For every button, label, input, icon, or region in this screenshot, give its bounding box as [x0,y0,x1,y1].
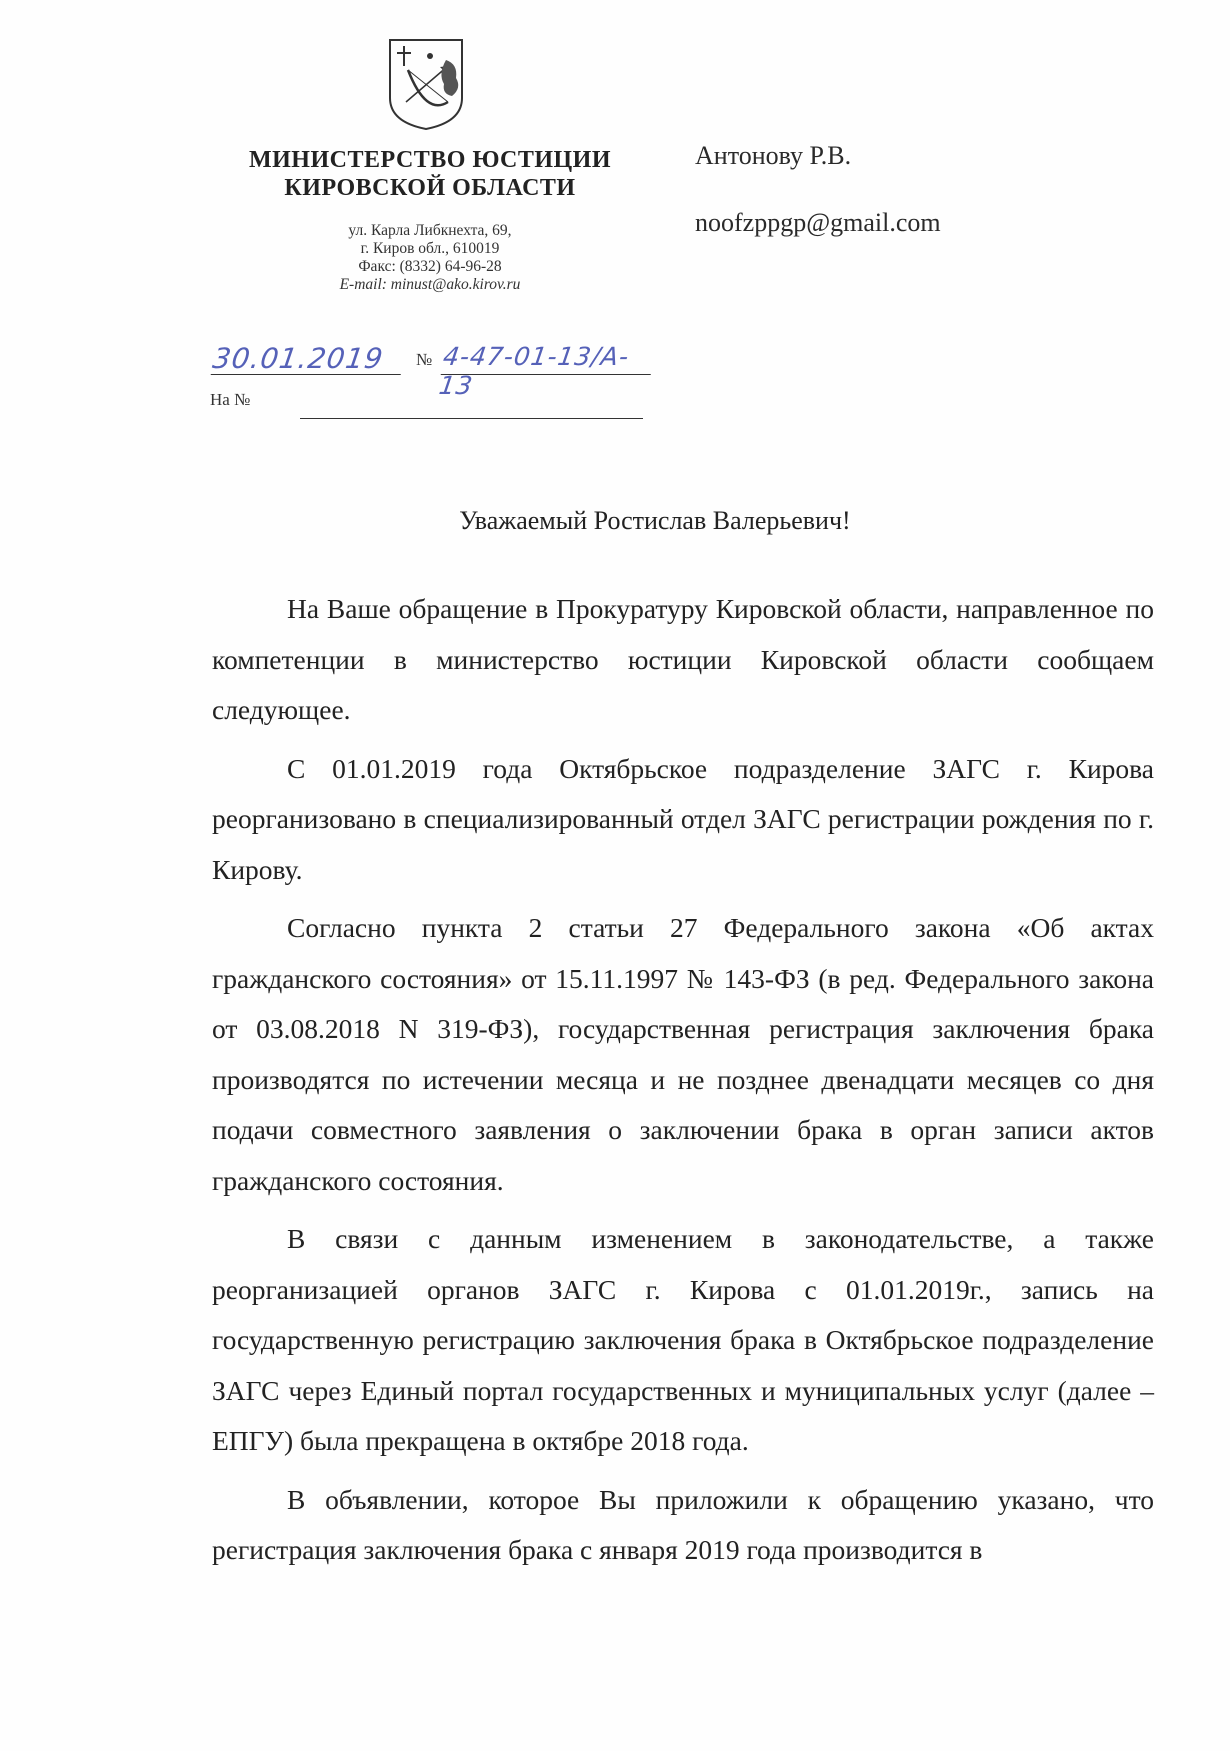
ministry-name-line1: МИНИСТЕРСТВО ЮСТИЦИИ [248,147,611,173]
in-reply-label: На № [210,390,251,409]
coat-of-arms-icon [386,36,466,132]
paragraph: В объявлении, которое Вы приложили к обращению указано, что регистрация заключения брака с января 2019 года производится в [212,1483,1154,1565]
salutation [0,506,1230,536]
paragraph: С 01.01.2019 года Октябрьское подразделение ЗАГС г. Кирова реорганизовано в специализированный отдел ЗАГС регистрации рождения по г. Кирову. [212,752,1154,885]
ministry-name [205,146,655,202]
outgoing-number: 4-47-01-13/A-13 [441,342,656,375]
ministry-name-line2: КИРОВСКОЙ ОБЛАСТИ [284,175,576,201]
paragraph: Согласно пункта 2 статьи 27 Федерального закона «Об актах гражданского состояния» от 15.11.1997 № 143-ФЗ (в ред. Федерального закона от 03.08.2018 N 319-ФЗ), государственная регистрация заключения брака производятся по истечении месяца и не позднее двенадцати месяцев со дня подачи совместного заявления о заключении брака в орган записи актов гражданского состояния. [212,912,1154,1196]
recipient-name: Антонову Р.В. [695,141,852,170]
outgoing-date: 30.01.2019 [211,342,406,375]
salutation-text: Уважаемый Ростислав Валерьевич! [459,506,851,535]
number-sign: № [416,350,433,369]
address-email: E-mail: minust@ako.kirov.ru [339,276,521,293]
address-city: г. Киров обл., 610019 [360,240,500,257]
ministry-address [265,222,595,294]
address-street: ул. Карла Либкнехта, 69, [348,222,512,239]
paragraph: В связи с данным изменением в законодательстве, а также реорганизацией органов ЗАГС г. Кирова с 01.01.2019г., запись на государственную регистрацию заключения брака в Октябрьское подразделение ЗАГС через Единый портал государственных и муниципальных услуг (далее – ЕПГУ) была прекращена в октябре 2018 года. [212,1223,1154,1456]
letter-body [212,584,1154,1584]
recipient-email: noofzppgp@gmail.com [695,208,941,237]
in-reply-blank-line [300,418,643,419]
address-fax: Факс: (8332) 64-96-28 [358,258,502,275]
paragraph: На Ваше обращение в Прокуратуру Кировской области, направленное по компетенции в министерство юстиции Кировской области сообщаем следующее. [212,593,1154,725]
